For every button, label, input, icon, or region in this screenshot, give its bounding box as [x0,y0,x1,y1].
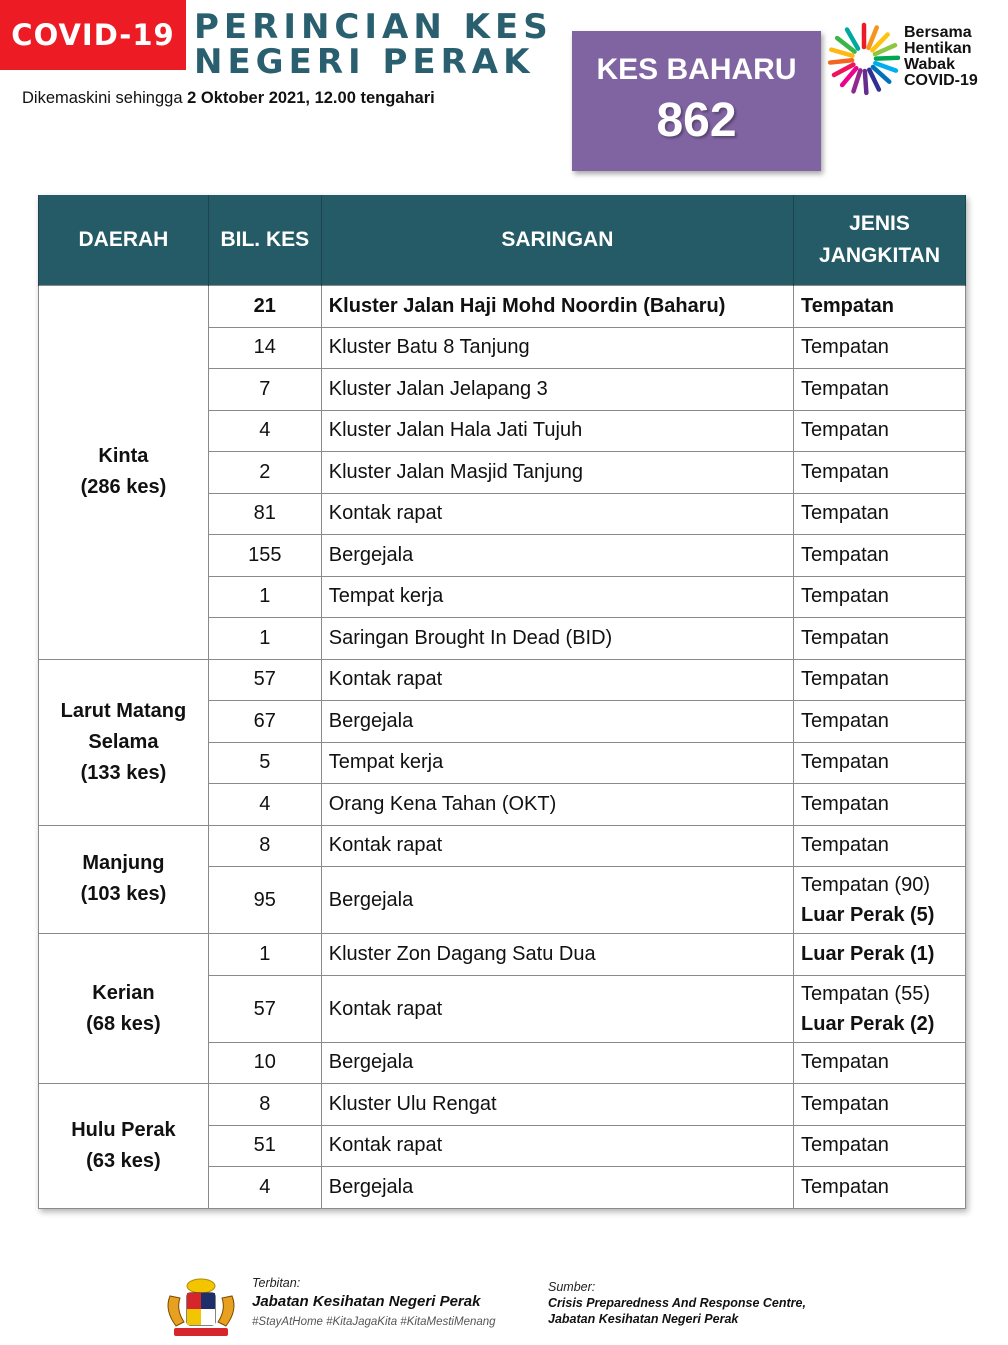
screening-type: Kluster Batu 8 Tanjung [321,327,793,369]
case-count: 10 [208,1042,321,1084]
screening-type: Kontak rapat [321,825,793,867]
campaign-line-3: Wabak [904,56,955,73]
source-line-2: Jabatan Kesihatan Negeri Perak [548,1312,739,1326]
screening-type: Bergejala [321,701,793,743]
publisher-block [252,1276,496,1328]
screening-type: Kluster Ulu Rengat [321,1084,793,1126]
infection-type: Tempatan [794,742,966,784]
page-title [194,7,553,82]
screening-type: Saringan Brought In Dead (BID) [321,618,793,660]
new-cases-value: 862 [656,94,737,147]
infection-type: Tempatan [794,410,966,452]
screening-type: Kluster Jalan Hala Jati Tujuh [321,410,793,452]
case-count: 1 [208,576,321,618]
infection-type: Tempatan [794,1125,966,1167]
screening-type: Bergejala [321,1167,793,1209]
district-hulu-perak: Hulu Perak (63 kes) [39,1084,209,1209]
table-row [39,825,966,867]
case-count: 1 [208,934,321,976]
new-cases-label: KES BAHARU [596,53,797,86]
infection-type: Tempatan (55) Luar Perak (2) [794,975,966,1042]
state-crest-logo [160,1276,242,1340]
source-line-1: Crisis Preparedness And Response Centre, [548,1296,806,1310]
screening-type: Kluster Jalan Masjid Tanjung [321,452,793,494]
table-row [39,659,966,701]
screening-type: Tempat kerja [321,742,793,784]
case-count: 4 [208,1167,321,1209]
case-count: 81 [208,493,321,535]
screening-type: Bergejala [321,867,793,934]
sumber-label: Sumber: [548,1280,596,1294]
updated-prefix: Dikemaskini sehingga [22,89,183,107]
header-bil-kes: BIL. KES [208,195,321,286]
screening-type: Kluster Zon Dagang Satu Dua [321,934,793,976]
infection-type: Tempatan [794,286,966,328]
screening-type: Tempat kerja [321,576,793,618]
publisher-department: Jabatan Kesihatan Negeri Perak [252,1293,481,1310]
district-larut-matang-selama: Larut Matang Selama (133 kes) [39,659,209,825]
campaign-logo [828,18,1003,100]
title-line-2: NEGERI PERAK [194,42,535,82]
source-block [548,1280,806,1326]
screening-type: Kluster Jalan Haji Mohd Noordin (Baharu) [321,286,793,328]
title-line-1: PERINCIAN KES [194,7,553,47]
district-kerian: Kerian (68 kes) [39,934,209,1084]
table-row [39,286,966,328]
infection-type: Tempatan [794,452,966,494]
case-count: 14 [208,327,321,369]
infection-type: Tempatan [794,659,966,701]
table-header-row [39,195,966,286]
district-manjung: Manjung (103 kes) [39,825,209,934]
header-saringan: SARINGAN [321,195,793,286]
case-count: 4 [208,410,321,452]
screening-type: Kontak rapat [321,659,793,701]
table-row [39,1084,966,1126]
screening-type: Bergejala [321,1042,793,1084]
campaign-line-1: Bersama [904,24,972,41]
campaign-line-2: Hentikan [904,40,972,57]
case-count: 7 [208,369,321,411]
infection-type: Tempatan [794,535,966,577]
infection-type: Tempatan [794,1084,966,1126]
sunburst-icon [828,18,900,100]
infection-type: Tempatan [794,493,966,535]
case-count: 57 [208,659,321,701]
screening-type: Bergejala [321,535,793,577]
infection-type: Tempatan [794,784,966,826]
case-count: 67 [208,701,321,743]
new-cases-panel [572,31,821,171]
case-count: 8 [208,1084,321,1126]
campaign-text [904,25,978,89]
case-count: 21 [208,286,321,328]
table-row [39,934,966,976]
case-breakdown-table [38,195,966,1209]
infection-type: Tempatan [794,1167,966,1209]
screening-type: Orang Kena Tahan (OKT) [321,784,793,826]
screening-type: Kluster Jalan Jelapang 3 [321,369,793,411]
infection-type: Tempatan [794,701,966,743]
crest-icon [160,1276,242,1340]
case-count: 51 [208,1125,321,1167]
infection-type: Tempatan [794,576,966,618]
infection-type: Luar Perak (1) [794,934,966,976]
updated-date: 2 Oktober 2021 [187,89,306,107]
infection-type: Tempatan (90) Luar Perak (5) [794,867,966,934]
updated-time: , 12.00 tengahari [305,89,435,107]
hashtags: #StayAtHome #KitaJagaKita #KitaMestiMenang [252,1316,496,1328]
campaign-line-4: COVID-19 [904,72,978,89]
header-jenis-jangkitan: JENIS JANGKITAN [794,195,966,286]
case-count: 8 [208,825,321,867]
case-count: 57 [208,975,321,1042]
screening-type: Kontak rapat [321,1125,793,1167]
infection-type: Tempatan [794,825,966,867]
infection-type: Tempatan [794,1042,966,1084]
case-count: 5 [208,742,321,784]
infection-type: Tempatan [794,327,966,369]
updated-timestamp [22,89,435,108]
case-count: 1 [208,618,321,660]
covid19-badge: COVID-19 [0,0,186,70]
screening-type: Kontak rapat [321,975,793,1042]
infection-type: Tempatan [794,618,966,660]
header-daerah: DAERAH [39,195,209,286]
infection-type: Tempatan [794,369,966,411]
case-count: 4 [208,784,321,826]
case-count: 2 [208,452,321,494]
case-count: 155 [208,535,321,577]
district-kinta: Kinta (286 kes) [39,286,209,660]
screening-type: Kontak rapat [321,493,793,535]
terbitan-label: Terbitan: [252,1276,301,1290]
case-count: 95 [208,867,321,934]
